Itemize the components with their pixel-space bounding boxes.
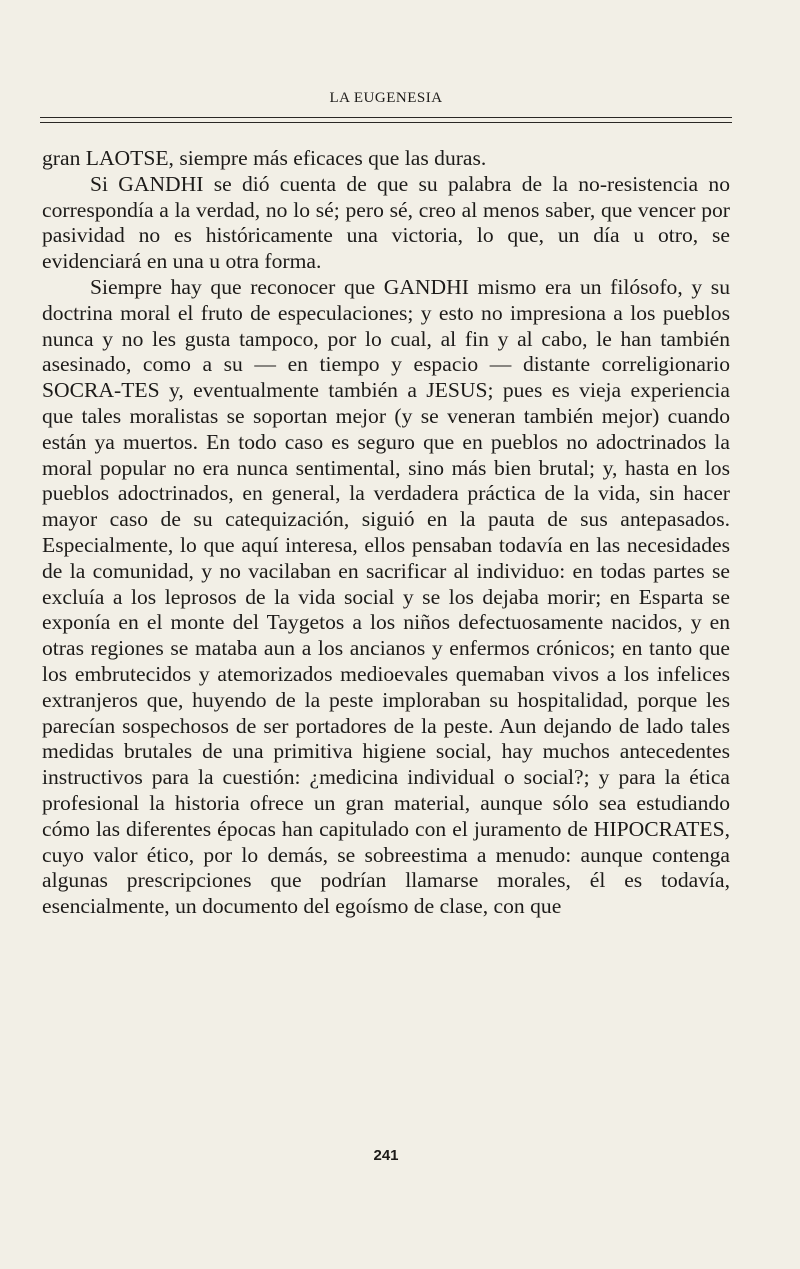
- paragraph-2: Si GANDHI se dió cuenta de que su palabra de la no-resistencia no correspondía a la verdad, no lo sé; pero sé, creo al menos saber, que vencer por pasividad no es históricamente una victoria, lo que, un día u otro, se evidenciará en una u otra forma.: [42, 171, 730, 274]
- body-text: [42, 146, 730, 920]
- header-rule-top: [40, 117, 732, 118]
- paragraph-3: Siempre hay que reconocer que GANDHI mismo era un filósofo, y su doctrina moral el fruto de especulaciones; y esto no impresiona a los pueblos nunca y no les gusta tampoco, por lo cual, al fin y al cabo, le han también asesinado, como a su — en tiempo y espacio — distante correligionario SOCRA-TES y, eventualmente también a JESUS; pues es vieja experiencia que tales moralistas se soportan mejor (y se veneran también mejor) cuando están ya muertos. En todo caso es seguro que en pueblos no adoctrinados la moral popular no era nunca sentimental, sino más bien brutal; y, hasta en los pueblos adoctrinados, en general, la verdadera práctica de la vida, sin hacer mayor caso de su catequización, siguió en la pauta de sus antepasados. Especialmente, lo que aquí interesa, ellos pensaban todavía en las necesidades de la comunidad, y no vacilaban en sacrificar al individuo: en todas partes se excluía a los leprosos de la vida social y se los dejaba morir; en Esparta se exponía en el monte del Taygetos a los niños defectuosamente nacidos, y en otras regiones se mataba aun a los ancianos y enfermos crónicos; en tanto que los embrutecidos y atemorizados medioevales quemaban vivos a los infelices extranjeros que, huyendo de la peste imploraban su hospitalidad, porque les parecían sospechosos de ser portadores de la peste. Aun dejando de lado tales medidas brutales de una primitiva higiene social, hay muchos antecedentes instructivos para la cuestión: ¿medicina individual o social?; y para la ética profesional la historia ofrece un gran material, aunque sólo sea estudiando cómo las diferentes épocas han capitulado con el juramento de HIPOCRATES, cuyo valor ético, por lo demás, se sobreestima a menudo: aunque contenga algunas prescripciones que podrían llamarse morales, él es todavía, esencialmente, un documento del egoísmo de clase, con que: [42, 274, 730, 919]
- running-title: LA EUGENESIA: [329, 90, 443, 106]
- header-rule-bottom: [40, 122, 732, 123]
- page-number: 241: [373, 1147, 399, 1164]
- paragraph-1: gran LAOTSE, siempre más eficaces que las duras.: [42, 146, 487, 170]
